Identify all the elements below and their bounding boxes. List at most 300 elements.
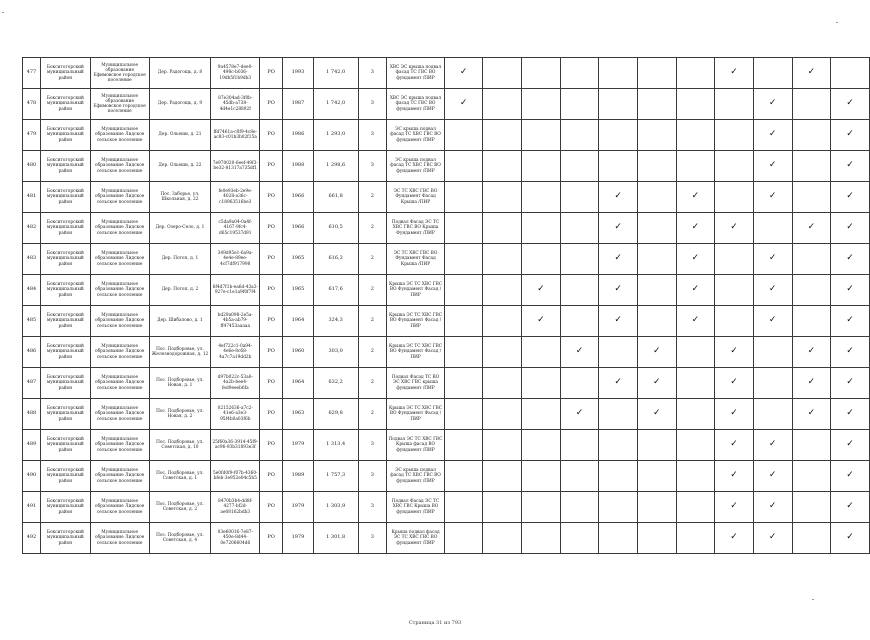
checkmark-icon: ✓ (614, 284, 622, 295)
district-cell: Бокситогорский муниципальный район (40, 368, 90, 399)
table-row (23, 337, 870, 368)
year-cell: 1964 (283, 368, 314, 399)
settlement-cell: Муниципальное образование Лидское сельское поселение (90, 430, 149, 461)
floors-cell: 2 (358, 337, 387, 368)
check-cell (599, 306, 638, 337)
check-cell (444, 492, 483, 523)
year-cell: 1965 (283, 275, 314, 306)
address-cell: Пос. Подборовье, ул. Советская, д. 10 (149, 430, 211, 461)
check-cell (753, 89, 792, 120)
ownership-type-cell: РО (260, 275, 283, 306)
district-cell: Бокситогорский муниципальный район (40, 306, 90, 337)
check-cell (753, 492, 792, 523)
floors-cell: 3 (358, 461, 387, 492)
year-cell: 1966 (283, 213, 314, 244)
check-cell (483, 492, 522, 523)
row-number: 485 (23, 306, 41, 337)
fias-code-cell: 8470b3b4-dd8f-4277-bf2d-ae08162bdb3 (211, 492, 260, 523)
fias-code-cell: 349d95e1-6a9a-4e4e-89ee-4cf7df917998 (211, 244, 260, 275)
year-cell: 1966 (283, 182, 314, 213)
address-cell: Дер. Радогощь, д. 9 (149, 89, 211, 120)
table-row (23, 120, 870, 151)
checkmark-icon: ✓ (846, 315, 854, 326)
check-cell (792, 120, 831, 151)
fias-code-cell: bd29a098-2e5a-4b5a-ab79-ff47453aaaaa (211, 306, 260, 337)
check-cell (715, 399, 754, 430)
settlement-cell: Муниципальное образование Лидское сельское поселение (90, 182, 149, 213)
check-cell (637, 368, 676, 399)
check-cell (715, 492, 754, 523)
district-cell: Бокситогорский муниципальный район (40, 399, 90, 430)
check-cell (792, 306, 831, 337)
address-cell: Дер. Ольеши, д. 21 (149, 120, 211, 151)
ownership-type-cell: РО (260, 430, 283, 461)
check-cell (792, 399, 831, 430)
area-cell: 1 313,4 (313, 430, 358, 461)
year-cell: 1963 (283, 399, 314, 430)
area-cell: 303,0 (313, 337, 358, 368)
checkmark-icon: ✓ (730, 346, 738, 357)
check-cell (560, 306, 599, 337)
check-cell (792, 492, 831, 523)
district-cell: Бокситогорский муниципальный район (40, 120, 90, 151)
table-row (23, 89, 870, 120)
checkmark-icon: ✓ (807, 408, 816, 419)
check-cell (560, 399, 599, 430)
works-list-cell: Крыша ЭС ТС ХВС ГВС ВО Фундамент Фасад /ПИР (387, 275, 445, 306)
row-number: 477 (23, 58, 41, 89)
row-number: 481 (23, 182, 41, 213)
works-list-cell: Крыша ЭС ТС ХВС ГВС ВО Фундамент Фасад /ПИР (387, 399, 445, 430)
works-list-cell: ЭС крыша подвал фасад ТС ХВС ГВС ВО фундамент /ПИР (387, 151, 445, 182)
checkmark-icon: ✓ (691, 315, 700, 326)
check-cell (676, 182, 715, 213)
year-cell: 1979 (283, 430, 314, 461)
check-cell (599, 151, 638, 182)
checkmark-icon: ✓ (730, 377, 738, 388)
area-cell: 617,6 (313, 275, 358, 306)
row-number: 492 (23, 523, 41, 554)
check-cell (560, 492, 599, 523)
check-cell (560, 151, 599, 182)
check-cell (753, 120, 792, 151)
ownership-type-cell: РО (260, 213, 283, 244)
year-cell: 1960 (283, 337, 314, 368)
check-cell (560, 523, 599, 554)
district-cell: Бокситогорский муниципальный район (40, 58, 90, 89)
works-list-cell: ЭС ТС ХВС ГВС ВО Фундамент Фасад Крыша /ПИР (387, 244, 445, 275)
row-number: 478 (23, 89, 41, 120)
check-cell (753, 213, 792, 244)
district-cell: Бокситогорский муниципальный район (40, 182, 90, 213)
check-cell (483, 213, 522, 244)
works-list-cell: Крыша ЭС ТС ХВС ГВС ВО Фундамент Фасад /ПИР (387, 306, 445, 337)
check-cell (637, 89, 676, 120)
check-cell (560, 461, 599, 492)
checkmark-icon: ✓ (768, 98, 777, 109)
fias-code-cell: 25f60a36-3914-45f9-ac96-93b31893e3f (211, 430, 260, 461)
area-cell: 661,8 (313, 182, 358, 213)
check-cell (676, 58, 715, 89)
floors-cell: 3 (358, 523, 387, 554)
fias-code-cell: 02152636-a7c2-41e6-a3e3-95f4b0a03f6b (211, 399, 260, 430)
check-cell (560, 368, 599, 399)
check-cell (522, 151, 561, 182)
check-cell (599, 89, 638, 120)
check-cell (715, 306, 754, 337)
settlement-cell: Муниципальное образование Лидское сельское поселение (90, 120, 149, 151)
checkmark-icon: ✓ (807, 377, 816, 388)
checkmark-icon: ✓ (691, 253, 700, 264)
settlement-cell: Муниципальное образование Лидское сельское поселение (90, 337, 149, 368)
check-cell (444, 306, 483, 337)
check-cell (599, 461, 638, 492)
year-cell: 1993 (283, 58, 314, 89)
ownership-type-cell: РО (260, 523, 283, 554)
ownership-type-cell: РО (260, 120, 283, 151)
checkmark-icon: ✓ (846, 501, 854, 512)
floors-cell: 3 (358, 151, 387, 182)
floors-cell: 2 (358, 399, 387, 430)
check-cell (599, 337, 638, 368)
year-cell: 1988 (283, 151, 314, 182)
table-row (23, 275, 870, 306)
checkmark-icon: ✓ (846, 284, 854, 295)
check-cell (637, 151, 676, 182)
district-cell: Бокситогорский муниципальный район (40, 89, 90, 120)
address-cell: Дер. Озеро-Село, д. 1 (149, 213, 211, 244)
check-cell (676, 151, 715, 182)
works-list-cell: Крыша подвал фасад ЭС ТС ХВС ГВС ВО фундамент /ПИР (387, 523, 445, 554)
check-cell (753, 368, 792, 399)
ownership-type-cell: РО (260, 306, 283, 337)
settlement-cell: Муниципальное образование Лидское сельское поселение (90, 275, 149, 306)
check-cell (444, 244, 483, 275)
checkmark-icon: ✓ (768, 470, 777, 481)
check-cell (637, 213, 676, 244)
settlement-cell: Муниципальное образование Лидское сельское поселение (90, 213, 149, 244)
checkmark-icon: ✓ (846, 253, 854, 264)
works-list-cell: ЭС крыша подвал фасад ТС ХВС ГВС ВО фундамент /ПИР (387, 461, 445, 492)
check-cell (831, 492, 870, 523)
ownership-type-cell: РО (260, 182, 283, 213)
floors-cell: 3 (358, 89, 387, 120)
district-cell: Бокситогорский муниципальный район (40, 337, 90, 368)
year-cell: 1965 (283, 244, 314, 275)
checkmark-icon: ✓ (614, 222, 622, 233)
checkmark-icon: ✓ (537, 315, 545, 326)
checkmark-icon: ✓ (614, 253, 622, 264)
address-cell: Дер. Потоп, д. 2 (149, 275, 211, 306)
check-cell (522, 306, 561, 337)
floors-cell: 3 (358, 58, 387, 89)
check-cell (831, 399, 870, 430)
check-cell (676, 368, 715, 399)
check-cell (483, 120, 522, 151)
check-cell (637, 120, 676, 151)
works-list-cell: ХВС ЭС крыша подвал фасад ТС ГВС ВО фундамент /ПИР (387, 58, 445, 89)
check-cell (444, 213, 483, 244)
check-cell (792, 182, 831, 213)
housing-repair-table (22, 57, 870, 554)
floors-cell: 3 (358, 120, 387, 151)
check-cell (831, 182, 870, 213)
address-cell: Дер. Радогощь, д. 8 (149, 58, 211, 89)
check-cell (753, 58, 792, 89)
check-cell (637, 337, 676, 368)
table-row (23, 399, 870, 430)
year-cell: 1979 (283, 492, 314, 523)
check-cell (831, 244, 870, 275)
check-cell (560, 337, 599, 368)
check-cell (599, 244, 638, 275)
checkmark-icon: ✓ (614, 191, 622, 202)
check-cell (792, 89, 831, 120)
check-cell (831, 58, 870, 89)
checkmark-icon: ✓ (575, 346, 584, 357)
floors-cell: 2 (358, 213, 387, 244)
check-cell (753, 306, 792, 337)
ownership-type-cell: РО (260, 244, 283, 275)
fias-code-cell: 9a4578e7-dee0-498c-b036-19db5f1b9db3 (211, 58, 260, 89)
check-cell (483, 461, 522, 492)
check-cell (715, 182, 754, 213)
check-cell (792, 461, 831, 492)
fias-code-cell: 4ef722c1-0a94-4e6e-8c68-4a7c7a19dd2b (211, 337, 260, 368)
check-cell (483, 306, 522, 337)
check-cell (444, 461, 483, 492)
check-cell (599, 58, 638, 89)
row-number: 479 (23, 120, 41, 151)
works-list-cell: Крыша ЭС ТС ХВС ГВС ВО Фундамент Фасад /ПИР (387, 337, 445, 368)
floors-cell: 3 (358, 492, 387, 523)
row-number: 489 (23, 430, 41, 461)
check-cell (522, 523, 561, 554)
check-cell (715, 337, 754, 368)
checkmark-icon: ✓ (459, 98, 468, 109)
works-list-cell: ЭС крыша подвал фасад ТС ХВС ГВС ВО фундамент /ПИР (387, 120, 445, 151)
settlement-cell: Муниципальное образование Лидское сельское поселение (90, 306, 149, 337)
year-cell: 1986 (283, 120, 314, 151)
checkmark-icon: ✓ (846, 532, 854, 543)
checkmark-icon: ✓ (730, 67, 738, 78)
table-row (23, 182, 870, 213)
check-cell (444, 275, 483, 306)
ownership-type-cell: РО (260, 58, 283, 89)
check-cell (792, 275, 831, 306)
check-cell (676, 275, 715, 306)
check-cell (599, 275, 638, 306)
check-cell (483, 89, 522, 120)
fias-code-cell: 6f4d7f1b-ea6d-43a3-927e-c1e1a9f0f7f4 (211, 275, 260, 306)
district-cell: Бокситогорский муниципальный район (40, 151, 90, 182)
checkmark-icon: ✓ (846, 408, 854, 419)
checkmark-icon: ✓ (768, 129, 777, 140)
address-cell: Пос. Подборовье, ул. Советская, д. 4 (149, 523, 211, 554)
check-cell (753, 523, 792, 554)
checkmark-icon: ✓ (768, 501, 777, 512)
district-cell: Бокситогорский муниципальный район (40, 244, 90, 275)
table-row (23, 58, 870, 89)
checkmark-icon: ✓ (730, 470, 738, 481)
table-row (23, 306, 870, 337)
check-cell (715, 89, 754, 120)
checkmark-icon: ✓ (768, 191, 777, 202)
check-cell (522, 213, 561, 244)
check-cell (676, 120, 715, 151)
check-cell (637, 461, 676, 492)
check-cell (715, 523, 754, 554)
ownership-type-cell: РО (260, 492, 283, 523)
check-cell (637, 182, 676, 213)
fias-code-cell: 03e60016-7e87-450e-8d44-0e7206604d6 (211, 523, 260, 554)
checkmark-icon: ✓ (807, 67, 816, 78)
checkmark-icon: ✓ (768, 532, 777, 543)
check-cell (560, 430, 599, 461)
table-row (23, 244, 870, 275)
area-cell: 1 303,9 (313, 492, 358, 523)
check-cell (753, 182, 792, 213)
check-cell (715, 58, 754, 89)
check-cell (560, 58, 599, 89)
check-cell (444, 89, 483, 120)
year-cell: 1979 (283, 523, 314, 554)
check-cell (599, 430, 638, 461)
works-list-cell: Подвал Фасад ТС ВО ЭС ХВС ГВС крыша фундамент /ПИР (387, 368, 445, 399)
check-cell (715, 151, 754, 182)
check-cell (715, 368, 754, 399)
fias-code-cell: fe0e93eb-2e9e-4028-a36c-c18963516be3 (211, 182, 260, 213)
check-cell (444, 337, 483, 368)
check-cell (599, 523, 638, 554)
district-cell: Бокситогорский муниципальный район (40, 523, 90, 554)
check-cell (599, 182, 638, 213)
check-cell (637, 523, 676, 554)
checkmark-icon: ✓ (846, 377, 854, 388)
check-cell (522, 182, 561, 213)
checkmark-icon: ✓ (807, 346, 816, 357)
check-cell (599, 213, 638, 244)
settlement-cell: Муниципальное образование Лидское сельское поселение (90, 523, 149, 554)
year-cell: 1989 (283, 461, 314, 492)
works-list-cell: ЭС ТС ХВС ГВС ВО Фундамент Фасад Крыша /ПИР (387, 182, 445, 213)
check-cell (599, 120, 638, 151)
check-cell (483, 523, 522, 554)
check-cell (792, 151, 831, 182)
check-cell (676, 244, 715, 275)
floors-cell: 2 (358, 368, 387, 399)
address-cell: Пос. Подборовье, ул. Советская, д. 2 (149, 492, 211, 523)
check-cell (444, 368, 483, 399)
checkmark-icon: ✓ (653, 408, 661, 419)
check-cell (522, 120, 561, 151)
checkmark-icon: ✓ (730, 501, 738, 512)
check-cell (637, 492, 676, 523)
area-cell: 1 293,0 (313, 120, 358, 151)
checkmark-icon: ✓ (653, 377, 661, 388)
check-cell (792, 58, 831, 89)
check-cell (831, 368, 870, 399)
ownership-type-cell: РО (260, 461, 283, 492)
check-cell (792, 244, 831, 275)
checkmark-icon: ✓ (807, 222, 816, 233)
address-cell: Дер. Ольеши, д. 22 (149, 151, 211, 182)
year-cell: 1987 (283, 89, 314, 120)
check-cell (522, 337, 561, 368)
check-cell (599, 492, 638, 523)
checkmark-icon: ✓ (730, 532, 738, 543)
check-cell (715, 244, 754, 275)
check-cell (560, 213, 599, 244)
checkmark-icon: ✓ (575, 408, 584, 419)
ownership-type-cell: РО (260, 337, 283, 368)
checkmark-icon: ✓ (846, 346, 854, 357)
check-cell (831, 523, 870, 554)
address-cell: Пос. Заборье, ул. Школьная, д. 22 (149, 182, 211, 213)
ownership-type-cell: РО (260, 151, 283, 182)
fias-code-cell: 87e304ad-3f0b-45db-a738-4d4e1c28892f (211, 89, 260, 120)
settlement-cell: Муниципальное образование Ефимовское городское поселение (90, 58, 149, 89)
area-cell: 1 742,0 (313, 89, 358, 120)
area-cell: 1 301,8 (313, 523, 358, 554)
check-cell (560, 120, 599, 151)
check-cell (483, 399, 522, 430)
check-cell (522, 430, 561, 461)
check-cell (522, 244, 561, 275)
check-cell (715, 275, 754, 306)
settlement-cell: Муниципальное образование Лидское сельское поселение (90, 399, 149, 430)
area-cell: 1 742,0 (313, 58, 358, 89)
area-cell: 1 757,3 (313, 461, 358, 492)
row-number: 488 (23, 399, 41, 430)
table-row (23, 151, 870, 182)
check-cell (522, 492, 561, 523)
table-row (23, 213, 870, 244)
settlement-cell: Муниципальное образование Лидское сельское поселение (90, 368, 149, 399)
check-cell (676, 337, 715, 368)
check-cell (522, 58, 561, 89)
check-cell (522, 399, 561, 430)
check-cell (831, 89, 870, 120)
checkmark-icon: ✓ (846, 129, 854, 140)
district-cell: Бокситогорский муниципальный район (40, 461, 90, 492)
floors-cell: 3 (358, 430, 387, 461)
area-cell: 610,5 (313, 213, 358, 244)
row-number: 487 (23, 368, 41, 399)
check-cell (444, 120, 483, 151)
settlement-cell: Муниципальное образование Ефимовское городское поселение (90, 89, 149, 120)
check-cell (444, 399, 483, 430)
check-cell (676, 430, 715, 461)
check-cell (831, 151, 870, 182)
address-cell: Пос. Подборовье, ул. Железнодорожная, д. 12 (149, 337, 211, 368)
check-cell (676, 399, 715, 430)
checkmark-icon: ✓ (846, 98, 854, 109)
check-cell (483, 58, 522, 89)
address-cell: Дер. Шибалово, д. 1 (149, 306, 211, 337)
row-number: 484 (23, 275, 41, 306)
check-cell (831, 461, 870, 492)
table-row (23, 368, 870, 399)
checkmark-icon: ✓ (768, 284, 777, 295)
scan-speck (2, 12, 4, 13)
check-cell (637, 58, 676, 89)
checkmark-icon: ✓ (691, 222, 700, 233)
address-cell: Пос. Подборовье, ул. Новая, д. 1 (149, 368, 211, 399)
check-cell (676, 461, 715, 492)
settlement-cell: Муниципальное образование Лидское сельское поселение (90, 151, 149, 182)
works-list-cell: Подвал ЭС ТС ХВС ГВС Крыша фасад ВО фундамент /ПИР (387, 430, 445, 461)
